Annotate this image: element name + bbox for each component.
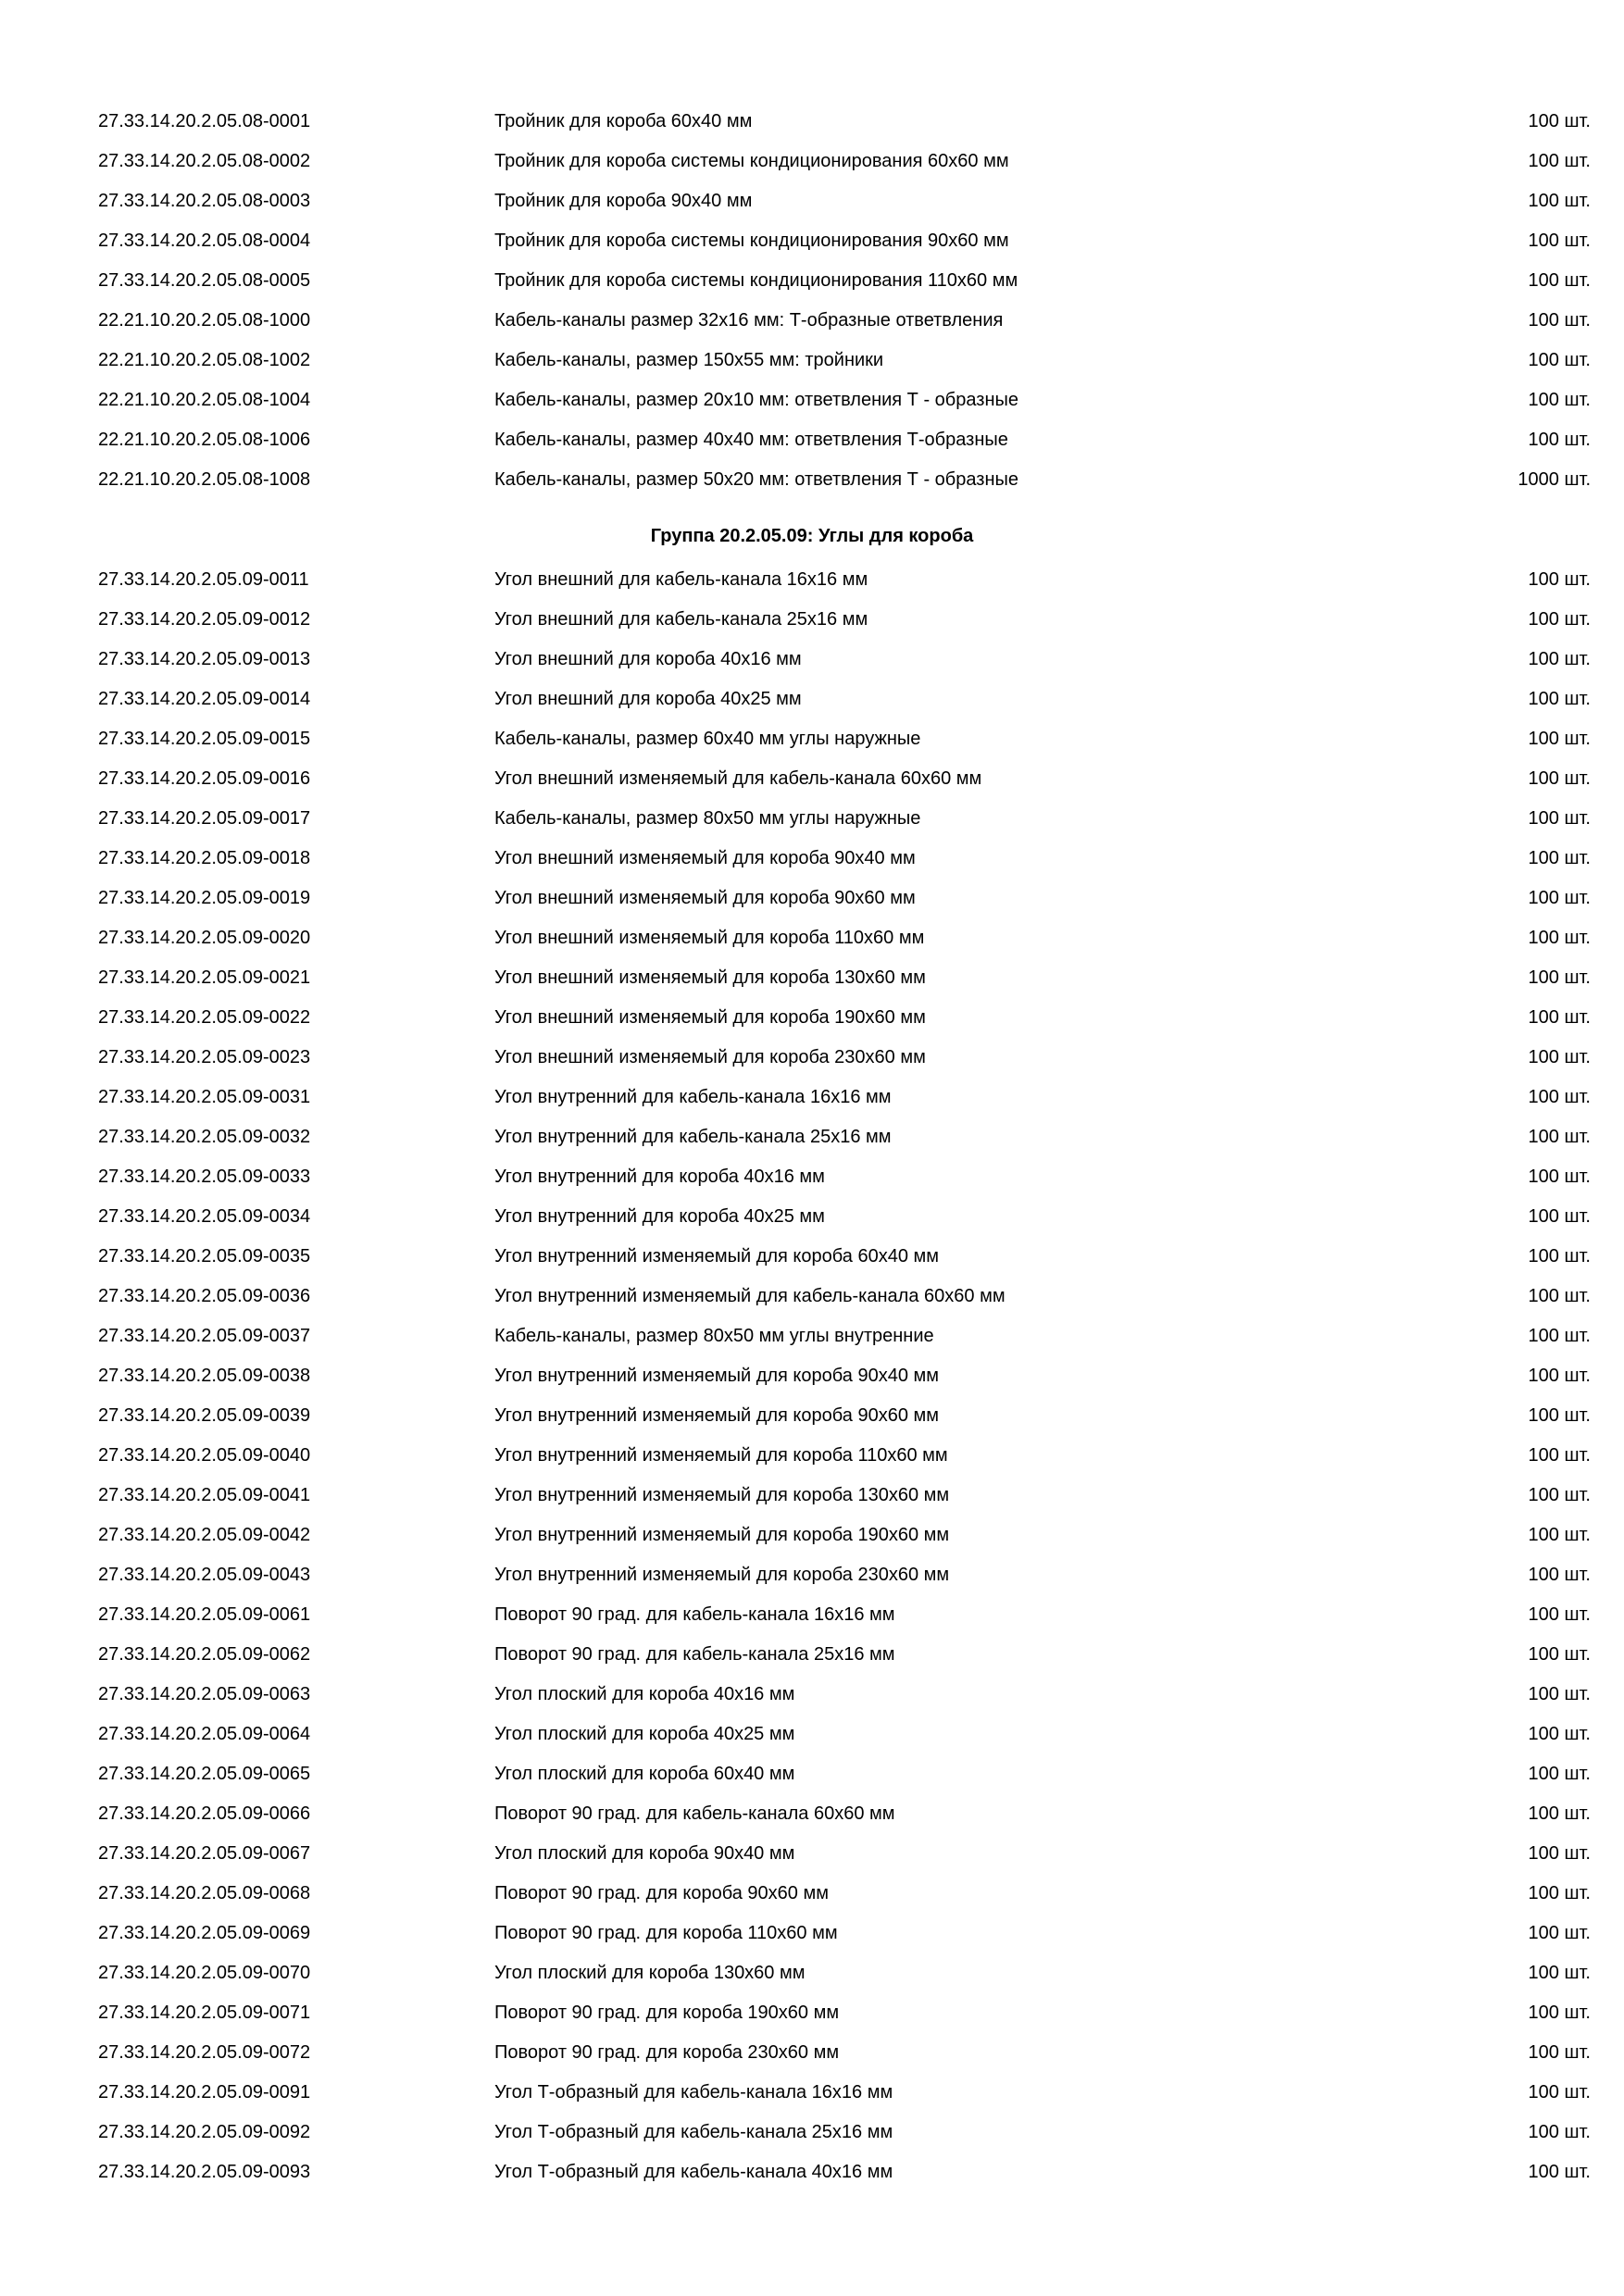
item-quantity: 100 шт. xyxy=(1528,1724,1591,1744)
item-name: Угол внутренний изменяемый для короба 90х60 мм xyxy=(494,1405,939,1426)
item-quantity: 100 шт. xyxy=(1528,1923,1591,1943)
item-quantity: 100 шт. xyxy=(1528,808,1591,829)
table-row xyxy=(0,1516,1624,1555)
item-code: 27.33.14.20.2.05.09-0012 xyxy=(98,609,311,630)
table-row xyxy=(0,918,1624,958)
table-row xyxy=(0,839,1624,879)
item-code: 27.33.14.20.2.05.09-0016 xyxy=(98,768,311,789)
item-code: 27.33.14.20.2.05.08-0002 xyxy=(98,151,311,171)
item-name: Поворот 90 град. для короба 90х60 мм xyxy=(494,1883,829,1903)
table-row xyxy=(0,460,1624,500)
table-row xyxy=(0,958,1624,998)
table-row xyxy=(0,142,1624,181)
item-code: 27.33.14.20.2.05.09-0067 xyxy=(98,1843,311,1864)
item-name: Тройник для короба системы кондиционирования 110х60 мм xyxy=(494,270,1018,291)
table-row xyxy=(0,1635,1624,1675)
item-quantity: 100 шт. xyxy=(1528,1007,1591,1028)
item-code: 27.33.14.20.2.05.09-0037 xyxy=(98,1326,311,1346)
table-row xyxy=(0,381,1624,420)
table-row xyxy=(0,102,1624,142)
item-name: Угол Т-образный для кабель-канала 25х16 мм xyxy=(494,2122,893,2142)
item-name: Кабель-каналы размер 32х16 мм: Т-образные ответвления xyxy=(494,310,1004,331)
table-row xyxy=(0,420,1624,460)
table-row xyxy=(0,2152,1624,2192)
item-name: Угол плоский для короба 40х25 мм xyxy=(494,1724,795,1744)
item-name: Угол внешний изменяемый для короба 90х60 мм xyxy=(494,888,916,908)
item-name: Угол Т-образный для кабель-канала 40х16 мм xyxy=(494,2162,893,2182)
item-quantity: 100 шт. xyxy=(1528,1246,1591,1267)
item-quantity: 100 шт. xyxy=(1528,1644,1591,1665)
item-code: 27.33.14.20.2.05.09-0034 xyxy=(98,1206,311,1227)
item-quantity: 100 шт. xyxy=(1528,2003,1591,2023)
table-block-tees xyxy=(0,102,1624,500)
table-row xyxy=(0,1197,1624,1237)
item-quantity: 100 шт. xyxy=(1528,1525,1591,1545)
table-row xyxy=(0,1356,1624,1396)
item-quantity: 100 шт. xyxy=(1528,1405,1591,1426)
item-name: Кабель-каналы, размер 150х55 мм: тройники xyxy=(494,350,884,370)
item-code: 27.33.14.20.2.05.09-0039 xyxy=(98,1405,311,1426)
item-quantity: 100 шт. xyxy=(1528,1366,1591,1386)
item-name: Поворот 90 град. для короба 230х60 мм xyxy=(494,2042,840,2063)
item-name: Угол Т-образный для кабель-канала 16х16 мм xyxy=(494,2082,893,2103)
item-code: 27.33.14.20.2.05.09-0032 xyxy=(98,1127,311,1147)
table-row xyxy=(0,2033,1624,2073)
item-code: 27.33.14.20.2.05.09-0062 xyxy=(98,1644,311,1665)
item-name: Поворот 90 град. для кабель-канала 16х16 мм xyxy=(494,1604,895,1625)
item-code: 27.33.14.20.2.05.08-0003 xyxy=(98,191,311,211)
item-code: 27.33.14.20.2.05.08-0005 xyxy=(98,270,311,291)
item-quantity: 100 шт. xyxy=(1528,569,1591,590)
table-row xyxy=(0,1794,1624,1834)
item-name: Поворот 90 град. для кабель-канала 25х16 мм xyxy=(494,1644,895,1665)
item-name: Угол плоский для короба 130х60 мм xyxy=(494,1963,806,1983)
item-code: 27.33.14.20.2.05.09-0041 xyxy=(98,1485,311,1505)
item-quantity: 100 шт. xyxy=(1528,1047,1591,1067)
table-row xyxy=(0,341,1624,381)
table-row xyxy=(0,560,1624,600)
table-row xyxy=(0,1914,1624,1953)
item-code: 27.33.14.20.2.05.09-0033 xyxy=(98,1167,311,1187)
group-heading: Группа 20.2.05.09: Углы для короба xyxy=(650,526,974,546)
item-name: Кабель-каналы, размер 60х40 мм углы наружные xyxy=(494,729,921,749)
table-row xyxy=(0,1396,1624,1436)
item-quantity: 100 шт. xyxy=(1528,1684,1591,1704)
item-name: Поворот 90 град. для кабель-канала 60х60 мм xyxy=(494,1803,895,1824)
table-row xyxy=(0,181,1624,221)
item-name: Поворот 90 град. для короба 190х60 мм xyxy=(494,2003,840,2023)
table-row xyxy=(0,1993,1624,2033)
item-quantity: 100 шт. xyxy=(1528,1127,1591,1147)
item-code: 27.33.14.20.2.05.08-0001 xyxy=(98,111,311,131)
item-quantity: 100 шт. xyxy=(1528,191,1591,211)
item-code: 27.33.14.20.2.05.09-0066 xyxy=(98,1803,311,1824)
item-quantity: 100 шт. xyxy=(1528,1803,1591,1824)
table-row xyxy=(0,1953,1624,1993)
table-block-corners xyxy=(0,560,1624,2192)
item-code: 27.33.14.20.2.05.09-0023 xyxy=(98,1047,311,1067)
item-quantity: 100 шт. xyxy=(1528,1485,1591,1505)
item-name: Угол внешний изменяемый для короба 110х60 мм xyxy=(494,928,925,948)
item-code: 27.33.14.20.2.05.09-0042 xyxy=(98,1525,311,1545)
table-row xyxy=(0,1436,1624,1476)
item-name: Угол внутренний для кабель-канала 25х16 мм xyxy=(494,1127,892,1147)
item-quantity: 100 шт. xyxy=(1528,1326,1591,1346)
item-quantity: 1000 шт. xyxy=(1518,469,1591,490)
table-row xyxy=(0,719,1624,759)
item-name: Угол внешний изменяемый для короба 230х60 мм xyxy=(494,1047,926,1067)
item-quantity: 100 шт. xyxy=(1528,390,1591,410)
item-code: 27.33.14.20.2.05.09-0065 xyxy=(98,1764,311,1784)
item-quantity: 100 шт. xyxy=(1528,111,1591,131)
item-quantity: 100 шт. xyxy=(1528,1445,1591,1466)
item-quantity: 100 шт. xyxy=(1528,2082,1591,2103)
item-code: 27.33.14.20.2.05.09-0014 xyxy=(98,689,311,709)
table-row xyxy=(0,2113,1624,2152)
item-name: Угол внутренний изменяемый для короба 110х60 мм xyxy=(494,1445,948,1466)
item-name: Угол внешний для кабель-канала 16х16 мм xyxy=(494,569,868,590)
item-name: Угол внешний изменяемый для короба 190х60 мм xyxy=(494,1007,926,1028)
item-name: Тройник для короба системы кондиционирования 90х60 мм xyxy=(494,231,1009,251)
table-row xyxy=(0,221,1624,261)
item-code: 27.33.14.20.2.05.09-0018 xyxy=(98,848,311,868)
item-code: 22.21.10.20.2.05.08-1006 xyxy=(98,430,311,450)
item-code: 27.33.14.20.2.05.08-0004 xyxy=(98,231,311,251)
table-row xyxy=(0,640,1624,680)
item-code: 22.21.10.20.2.05.08-1000 xyxy=(98,310,311,331)
table-row xyxy=(0,1476,1624,1516)
item-code: 22.21.10.20.2.05.08-1008 xyxy=(98,469,311,490)
table-row xyxy=(0,1834,1624,1874)
item-name: Угол плоский для короба 60х40 мм xyxy=(494,1764,795,1784)
table-row xyxy=(0,1117,1624,1157)
table-row xyxy=(0,759,1624,799)
item-quantity: 100 шт. xyxy=(1528,1286,1591,1306)
item-name: Угол внешний изменяемый для короба 90х40 мм xyxy=(494,848,916,868)
item-quantity: 100 шт. xyxy=(1528,1167,1591,1187)
item-code: 27.33.14.20.2.05.09-0013 xyxy=(98,649,311,669)
item-quantity: 100 шт. xyxy=(1528,1843,1591,1864)
item-code: 27.33.14.20.2.05.09-0015 xyxy=(98,729,311,749)
item-code: 27.33.14.20.2.05.09-0031 xyxy=(98,1087,311,1107)
table-row xyxy=(0,1715,1624,1754)
item-code: 27.33.14.20.2.05.09-0011 xyxy=(98,569,309,590)
item-quantity: 100 шт. xyxy=(1528,848,1591,868)
item-code: 27.33.14.20.2.05.09-0040 xyxy=(98,1445,311,1466)
item-name: Угол внутренний для кабель-канала 16х16 мм xyxy=(494,1087,892,1107)
item-quantity: 100 шт. xyxy=(1528,231,1591,251)
item-name: Угол внутренний изменяемый для короба 60х40 мм xyxy=(494,1246,939,1267)
table-row xyxy=(0,301,1624,341)
table-row xyxy=(0,680,1624,719)
item-name: Угол внутренний изменяемый для кабель-канала 60х60 мм xyxy=(494,1286,1006,1306)
item-name: Кабель-каналы, размер 20х10 мм: ответвления Т - образные xyxy=(494,390,1018,410)
item-quantity: 100 шт. xyxy=(1528,729,1591,749)
table-row xyxy=(0,879,1624,918)
item-name: Угол внешний для короба 40х16 мм xyxy=(494,649,802,669)
table-row xyxy=(0,600,1624,640)
item-quantity: 100 шт. xyxy=(1528,1087,1591,1107)
item-code: 27.33.14.20.2.05.09-0070 xyxy=(98,1963,311,1983)
item-name: Кабель-каналы, размер 80х50 мм углы внутренние xyxy=(494,1326,934,1346)
item-quantity: 100 шт. xyxy=(1528,2122,1591,2142)
item-quantity: 100 шт. xyxy=(1528,888,1591,908)
item-code: 27.33.14.20.2.05.09-0021 xyxy=(98,967,311,988)
item-code: 27.33.14.20.2.05.09-0093 xyxy=(98,2162,311,2182)
item-code: 27.33.14.20.2.05.09-0017 xyxy=(98,808,311,829)
table-row xyxy=(0,1675,1624,1715)
item-name: Угол внутренний изменяемый для короба 230х60 мм xyxy=(494,1565,950,1585)
item-quantity: 100 шт. xyxy=(1528,689,1591,709)
item-code: 27.33.14.20.2.05.09-0043 xyxy=(98,1565,311,1585)
table-row xyxy=(0,998,1624,1038)
item-quantity: 100 шт. xyxy=(1528,928,1591,948)
item-code: 27.33.14.20.2.05.09-0063 xyxy=(98,1684,311,1704)
item-quantity: 100 шт. xyxy=(1528,967,1591,988)
table-row xyxy=(0,1874,1624,1914)
item-code: 27.33.14.20.2.05.09-0061 xyxy=(98,1604,311,1625)
item-code: 22.21.10.20.2.05.08-1004 xyxy=(98,390,311,410)
item-quantity: 100 шт. xyxy=(1528,1963,1591,1983)
item-quantity: 100 шт. xyxy=(1528,1206,1591,1227)
table-row xyxy=(0,1754,1624,1794)
table-row xyxy=(0,1316,1624,1356)
table-row xyxy=(0,1277,1624,1316)
item-quantity: 100 шт. xyxy=(1528,649,1591,669)
item-code: 27.33.14.20.2.05.09-0072 xyxy=(98,2042,311,2063)
item-name: Угол внешний для короба 40х25 мм xyxy=(494,689,802,709)
item-code: 22.21.10.20.2.05.08-1002 xyxy=(98,350,311,370)
item-name: Угол внешний для кабель-канала 25х16 мм xyxy=(494,609,868,630)
item-code: 27.33.14.20.2.05.09-0092 xyxy=(98,2122,311,2142)
item-quantity: 100 шт. xyxy=(1528,609,1591,630)
item-quantity: 100 шт. xyxy=(1528,1604,1591,1625)
item-code: 27.33.14.20.2.05.09-0071 xyxy=(98,2003,311,2023)
table-row xyxy=(0,1038,1624,1078)
item-name: Кабель-каналы, размер 40х40 мм: ответвления Т-образные xyxy=(494,430,1008,450)
item-code: 27.33.14.20.2.05.09-0019 xyxy=(98,888,311,908)
item-name: Угол внешний изменяемый для кабель-канала 60х60 мм xyxy=(494,768,982,789)
item-name: Угол внутренний изменяемый для короба 190х60 мм xyxy=(494,1525,950,1545)
table-row xyxy=(0,2073,1624,2113)
item-code: 27.33.14.20.2.05.09-0020 xyxy=(98,928,311,948)
item-quantity: 100 шт. xyxy=(1528,430,1591,450)
item-name: Поворот 90 град. для короба 110х60 мм xyxy=(494,1923,838,1943)
item-name: Угол внешний изменяемый для короба 130х60 мм xyxy=(494,967,926,988)
item-quantity: 100 шт. xyxy=(1528,2162,1591,2182)
item-code: 27.33.14.20.2.05.09-0038 xyxy=(98,1366,311,1386)
item-name: Угол внутренний для короба 40х16 мм xyxy=(494,1167,825,1187)
table-row xyxy=(0,1595,1624,1635)
item-quantity: 100 шт. xyxy=(1528,1764,1591,1784)
item-name: Угол плоский для короба 90х40 мм xyxy=(494,1843,795,1864)
item-name: Угол внутренний изменяемый для короба 130х60 мм xyxy=(494,1485,950,1505)
item-code: 27.33.14.20.2.05.09-0036 xyxy=(98,1286,311,1306)
item-name: Кабель-каналы, размер 50х20 мм: ответвления Т - образные xyxy=(494,469,1018,490)
table-row xyxy=(0,1157,1624,1197)
item-quantity: 100 шт. xyxy=(1528,270,1591,291)
item-name: Кабель-каналы, размер 80х50 мм углы наружные xyxy=(494,808,921,829)
table-row xyxy=(0,1555,1624,1595)
table-row xyxy=(0,799,1624,839)
item-name: Тройник для короба 90х40 мм xyxy=(494,191,753,211)
item-quantity: 100 шт. xyxy=(1528,768,1591,789)
table-row xyxy=(0,261,1624,301)
item-code: 27.33.14.20.2.05.09-0035 xyxy=(98,1246,311,1267)
item-quantity: 100 шт. xyxy=(1528,2042,1591,2063)
item-name: Угол плоский для короба 40х16 мм xyxy=(494,1684,795,1704)
item-quantity: 100 шт. xyxy=(1528,310,1591,331)
item-name: Тройник для короба системы кондиционирования 60х60 мм xyxy=(494,151,1009,171)
item-quantity: 100 шт. xyxy=(1528,1883,1591,1903)
table-row xyxy=(0,1237,1624,1277)
item-name: Угол внутренний для короба 40х25 мм xyxy=(494,1206,825,1227)
item-quantity: 100 шт. xyxy=(1528,350,1591,370)
item-code: 27.33.14.20.2.05.09-0069 xyxy=(98,1923,311,1943)
item-quantity: 100 шт. xyxy=(1528,1565,1591,1585)
item-name: Угол внутренний изменяемый для короба 90х40 мм xyxy=(494,1366,939,1386)
item-code: 27.33.14.20.2.05.09-0064 xyxy=(98,1724,311,1744)
item-code: 27.33.14.20.2.05.09-0091 xyxy=(98,2082,311,2103)
item-quantity: 100 шт. xyxy=(1528,151,1591,171)
item-name: Тройник для короба 60х40 мм xyxy=(494,111,753,131)
item-code: 27.33.14.20.2.05.09-0068 xyxy=(98,1883,311,1903)
item-code: 27.33.14.20.2.05.09-0022 xyxy=(98,1007,311,1028)
table-row xyxy=(0,1078,1624,1117)
